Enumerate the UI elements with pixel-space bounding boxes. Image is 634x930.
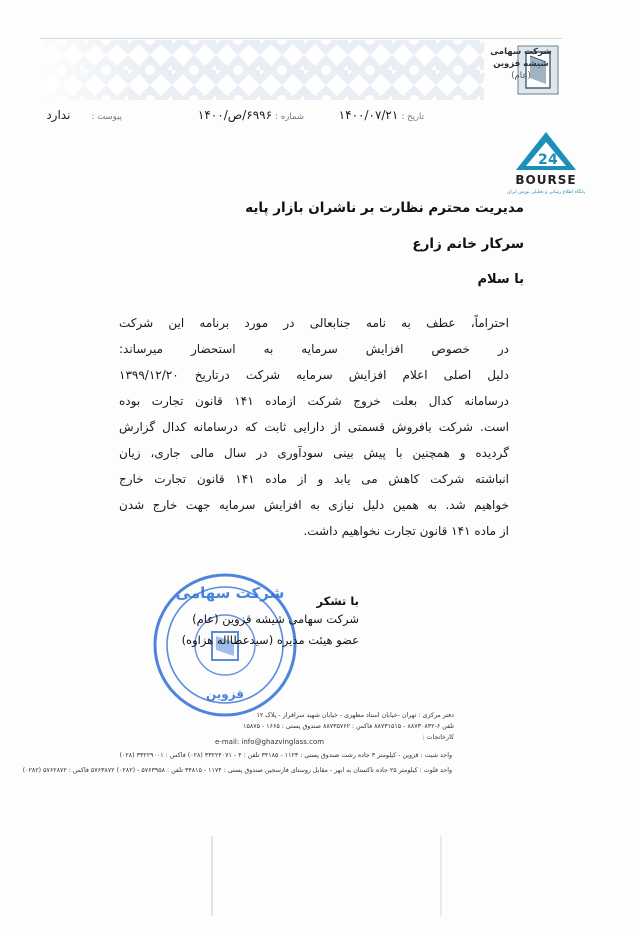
letterhead-pattern <box>40 40 484 100</box>
signer-name: عضو هیئت مدیره (سیدعطااله هزاوه) <box>181 633 359 647</box>
closing: با تشکر <box>316 594 359 608</box>
body-line: گردیده و همچنین با پیش بینی سودآوری در سال مالی جاری، زیان <box>119 446 509 460</box>
company-name-line3: (عام) <box>511 71 531 81</box>
signer-company: شرکت سهامی شیشه قزوین (عام) <box>192 612 359 626</box>
top-rule <box>40 38 562 39</box>
attachment-label: پیوست : <box>91 112 122 122</box>
scan-mark <box>440 836 442 916</box>
greeting: با سلام <box>477 272 524 287</box>
footer-phones: تلفن ۶-۸۸۷۳۰۸۳۲ - ۸۸۷۳۱۵۱۵ فاکس : ۸۸۷۳۵۷۶۲ صندوق پستی : ۱۶۶۵ - ۱۵۸۷۵ <box>243 723 454 730</box>
svg-text:4: 4 <box>548 152 558 168</box>
footer-email: e-mail: info@ghazvinglass.com <box>215 738 325 746</box>
body-line: احتراماً، عطف به نامه جنابعالی در مورد برنامه این شرکت <box>119 316 509 330</box>
body-line: خواهیم شد. به همین دلیل نیازی به افزایش سرمایه جهت خارج شدن <box>119 498 509 512</box>
footer-sheet-unit: واحد شیت : قزوین - کیلومتر ۳ جاده رشت صندوق پستی : ۱۱۲۳ - ۳۴۱۸۵ تلفن : ۴ - ۳۳۲۲۴۰۷۱ (۰۲۸) فاکس : ۳۳۲۲۹۰۰۱ (۰۲۸) <box>119 752 452 759</box>
bourse-logo-text: BOURSE <box>515 173 577 187</box>
footer-float-unit: واحد فلوت : کیلومتر ۲۵ جاده تاکستان به ابهر - مقابل روستای فارسجین صندوق پستی : ۱۱۷۴ - ۳۴۸۱۵ تلفن : ۵۷۶۳۹۵۸ - (۰۲۸۲) ۵۷۶۳۸۷۲ فاکس : ۵۷۶۲۸۷۲ (۰۲۸۲) <box>22 767 452 774</box>
company-name-line2: شیشه قزوین <box>493 59 549 69</box>
recipient-name: سرکار خانم زارع <box>412 236 524 252</box>
company-name <box>486 46 556 82</box>
attachment-value: ندارد <box>46 108 71 122</box>
body-line: در خصوص افزایش سرمایه به استحضار میرساند: <box>119 342 509 356</box>
body-line: انباشته شرکت کاهش می یابد و از ماده ۱۴۱ قانون تجارت خارج <box>119 472 509 486</box>
date-label: تاریخ : <box>401 112 424 122</box>
number-field <box>198 108 304 122</box>
date-value: ۱۴۰۰/۰۷/۲۱ <box>338 108 399 122</box>
body-line: از ماده ۱۴۱ قانون تجارت نخواهیم داشت. <box>303 524 509 538</box>
stamp-text-bottom: قزوین <box>205 687 245 701</box>
date-field <box>339 108 424 122</box>
scan-mark <box>211 836 213 916</box>
attachment-field <box>46 108 122 122</box>
bourse-logo-tagline: پایگاه اطلاع رسانی و تحلیلی بورس ایران <box>507 190 585 195</box>
svg-text:2: 2 <box>538 152 548 168</box>
footer-address: دفتر مرکزی : تهران -خیابان استاد مطهری - خیابان شهید سرافراز - پلاک ۱۲ <box>256 712 454 719</box>
body-line: است. شرکت بافروش قسمتی از دارایی ثابت که درسامانه کدال گزارش <box>119 420 509 434</box>
bourse-logo <box>500 130 592 196</box>
recipient-title: مدیریت محترم نظارت بر ناشران بازار پایه <box>245 200 524 216</box>
body-line: درسامانه کدال بعلت خروج شرکت ازماده ۱۴۱ قانون تجارت بوده <box>119 394 509 408</box>
company-name-line1: شرکت سهامی <box>490 47 552 57</box>
number-label: شماره : <box>275 112 304 122</box>
body-line: دلیل اصلی اعلام افزایش سرمایه شرکت درتاریخ ۱۳۹۹/۱۲/۲۰ <box>119 368 509 382</box>
footer-factories-label: کارخانجات : <box>422 734 454 741</box>
number-value: ۶۹۹۶/ص/۱۴۰۰ <box>197 108 273 122</box>
letter-body <box>119 310 509 544</box>
stamp-text-top: شرکت سهامی <box>175 584 285 602</box>
